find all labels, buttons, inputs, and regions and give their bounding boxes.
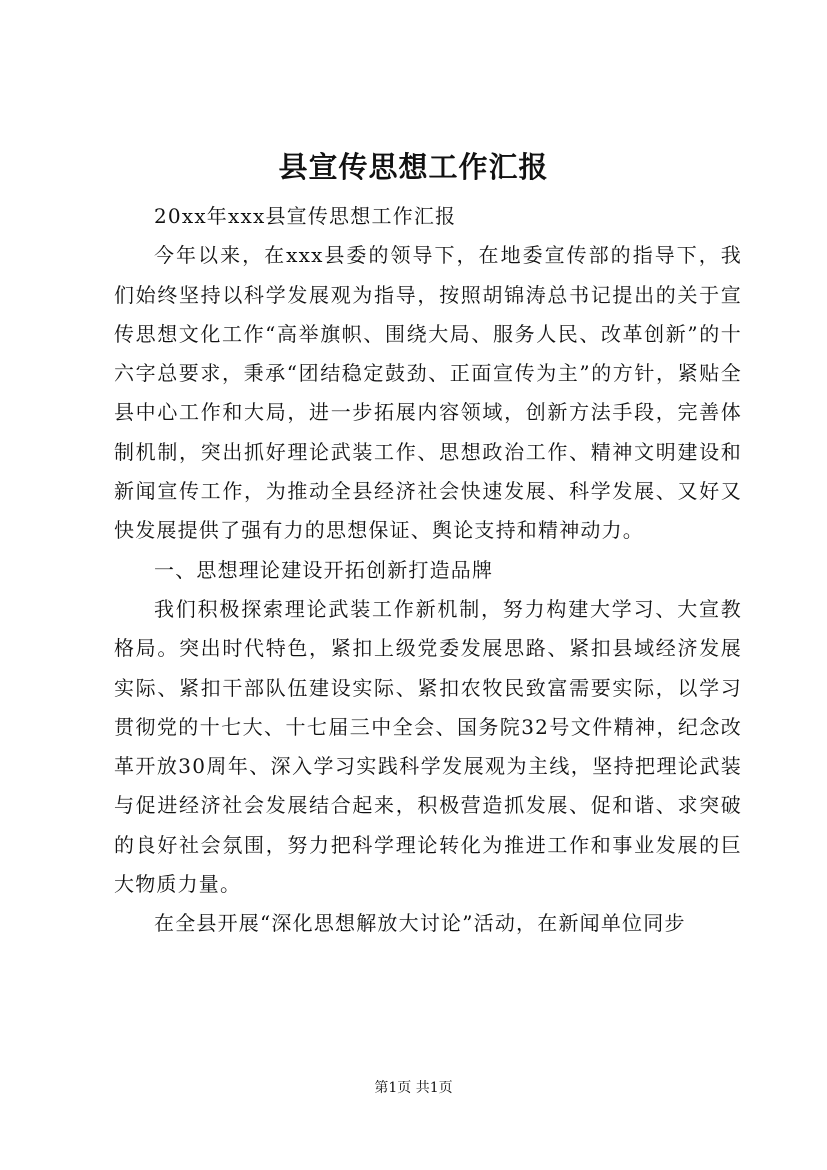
section-paragraph: 我们积极探索理论武装工作新机制，努力构建大学习、大宣教格局。突出时代特色，紧扣上级党委发展思路、紧扣县域经济发展实际、紧扣干部队伍建设实际、紧扣农牧民致富需要实际，以学习贯彻党的十七大、十七届三中全会、国务院32号文件精神，纪念改革开放30周年、深入学习实践科学发展观为主线，坚持把理论武装与促进经济社会发展结合起来，积极营造抓发展、促和谐、求突破的良好社会氛围，努力把科学理论转化为推进工作和事业发展的巨大物质力量。 bbox=[114, 596, 742, 897]
subtitle-paragraph: 20xx年xxx县宣传思想工作汇报 bbox=[154, 204, 457, 228]
intro-paragraph: 今年以来，在xxx县委的领导下，在地委宣传部的指导下，我们始终坚持以科学发展观为指导，按照胡锦涛总书记提出的关于宣传思想文化工作“高举旗帜、围绕大局、服务人民、改革创新”的十六字总要求，秉承“团结稳定鼓劲、正面宣传为主”的方针，紧贴全县中心工作和大局，进一步拓展内容领域，创新方法手段，完善体制机制，突出抓好理论武装工作、思想政治工作、精神文明建设和新闻宣传工作，为推动全县经济社会快速发展、科学发展、又好又快发展提供了强有力的思想保证、舆论支持和精神动力。 bbox=[114, 243, 742, 543]
page-footer: 第1页 共1页 bbox=[374, 1080, 453, 1096]
document-title: 县宣传思想工作汇报 bbox=[278, 150, 549, 184]
section-heading: 一、思想理论建设开拓创新打造品牌 bbox=[154, 557, 494, 582]
document-body bbox=[114, 197, 742, 944]
continuation-paragraph: 在全县开展“深化思想解放大讨论”活动，在新闻单位同步 bbox=[154, 911, 686, 936]
